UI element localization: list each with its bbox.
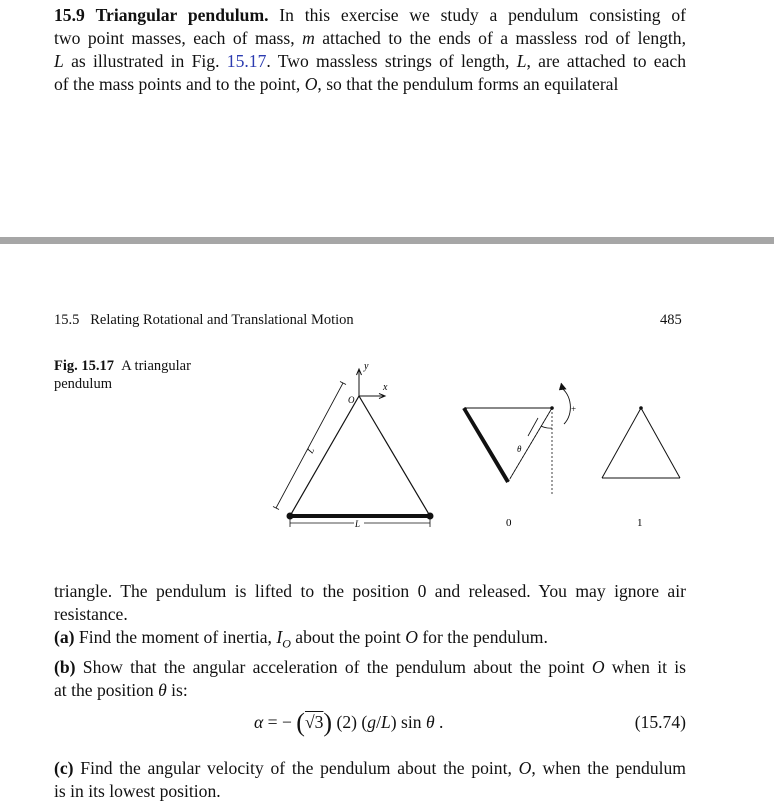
left-string bbox=[290, 396, 359, 516]
point-mass-right bbox=[427, 513, 434, 520]
part-c-text: is in its lowest position. bbox=[54, 780, 221, 801]
exercise-text: , so that the pendulum forms an equilateral bbox=[317, 74, 619, 94]
exercise-line-3 bbox=[54, 50, 686, 73]
part-b-line-2 bbox=[54, 679, 686, 702]
position-0-label: 0 bbox=[506, 517, 512, 529]
math-L: L bbox=[516, 51, 527, 71]
math-paren: ( bbox=[296, 707, 305, 737]
part-b-text: Show that the angular acceleration of the pendulum about the point bbox=[75, 656, 592, 677]
part-a-label: (a) bbox=[54, 627, 75, 647]
side-dimension-tick bbox=[340, 382, 346, 385]
triangle-pendulum-position-0 bbox=[287, 396, 434, 520]
part-c-text: Find the angular velocity of the pendulum about the point, bbox=[73, 757, 519, 778]
figure-caption bbox=[54, 357, 224, 393]
continuation-text: resistance. bbox=[54, 604, 128, 624]
math-O: O bbox=[518, 757, 532, 778]
rotation-arc bbox=[560, 387, 570, 424]
part-a-text: for the pendulum. bbox=[417, 627, 548, 647]
exercise-text: as illustrated in Fig. bbox=[63, 51, 227, 71]
right-string bbox=[359, 396, 430, 516]
math-operator: = − bbox=[263, 711, 297, 732]
exercise-title: Triangular pendulum. bbox=[95, 5, 269, 25]
page-number: 485 bbox=[660, 312, 682, 328]
math-L: L bbox=[54, 51, 64, 71]
side-dimension-line bbox=[276, 383, 343, 508]
figure-caption-text: A triangular pendulum bbox=[54, 358, 191, 392]
math-theta: θ bbox=[158, 679, 167, 700]
part-c-text: , when the pendulum bbox=[531, 757, 686, 778]
part-c-label: (c) bbox=[54, 757, 74, 778]
part-b bbox=[54, 656, 686, 679]
equation-number: (15.74) bbox=[634, 711, 686, 732]
part-b-label: (b) bbox=[54, 656, 76, 677]
theta-arc bbox=[541, 426, 552, 428]
x-axis-label: x bbox=[383, 382, 388, 393]
math-text: (2) ( bbox=[332, 711, 368, 732]
right-string-pos1 bbox=[641, 408, 680, 478]
exercise-text: of the mass points and to the point, bbox=[54, 74, 305, 94]
side-length-label: L bbox=[305, 445, 317, 455]
exercise-text: In this exercise we study a pendulum consisting of bbox=[268, 5, 686, 25]
base-length-label: L bbox=[355, 519, 361, 529]
theta-label: θ bbox=[517, 444, 522, 454]
side-dimension-tick bbox=[273, 507, 279, 510]
left-string-pos1 bbox=[602, 408, 641, 478]
figure-reference-link[interactable]: 15.17 bbox=[226, 51, 267, 71]
part-b-text: at the position bbox=[54, 679, 159, 700]
math-O: O bbox=[405, 627, 418, 647]
part-a bbox=[54, 626, 686, 656]
math-operator: / bbox=[376, 711, 381, 732]
positive-direction-label: + bbox=[571, 404, 577, 414]
running-head: 15.5 Relating Rotational and Translational Motion bbox=[54, 312, 354, 328]
part-b-text: is: bbox=[166, 679, 188, 700]
triangle-pendulum-position-1 bbox=[602, 406, 680, 478]
position-1-label: 1 bbox=[637, 517, 643, 529]
exercise-statement bbox=[54, 4, 686, 96]
continuation-paragraph bbox=[54, 580, 686, 603]
exercise-text: attached to the ends of a massless rod of length, bbox=[314, 28, 686, 48]
exercise-number: 15.9 bbox=[54, 5, 85, 25]
equation-row bbox=[54, 707, 686, 743]
math-O: O bbox=[591, 656, 605, 677]
pivot-point-pos1 bbox=[639, 406, 643, 410]
exercise-text: , are attached to each bbox=[526, 51, 687, 71]
math-text: ) sin bbox=[390, 711, 426, 732]
part-c bbox=[54, 757, 686, 780]
point-mass-left bbox=[287, 513, 294, 520]
diag-string bbox=[508, 408, 552, 482]
exercise-text: . Two massless strings of length, bbox=[266, 51, 517, 71]
figure-caption-label: Fig. 15.17 bbox=[54, 358, 115, 374]
y-axis-label: y bbox=[364, 361, 369, 372]
exercise-text: two point masses, each of mass, bbox=[54, 28, 303, 48]
triangle-pendulum-position-theta bbox=[464, 383, 570, 494]
math-m: m bbox=[302, 28, 315, 48]
math-subscript-O: O bbox=[282, 636, 291, 651]
rotation-arrow-icon bbox=[559, 383, 566, 390]
exercise-line-2 bbox=[54, 27, 686, 50]
pivot-point bbox=[550, 406, 554, 410]
math-paren: ) bbox=[323, 707, 333, 737]
math-text: . bbox=[434, 711, 444, 732]
equation-15-74 bbox=[254, 707, 444, 737]
rotated-rod bbox=[464, 408, 508, 482]
math-g: g bbox=[367, 711, 377, 732]
math-sqrt3: √3 bbox=[304, 711, 324, 732]
page-divider bbox=[0, 237, 774, 244]
part-a-text: Find the moment of inertia, bbox=[74, 627, 277, 647]
pendulum-figure bbox=[270, 356, 700, 546]
math-theta: θ bbox=[425, 711, 435, 732]
math-alpha: α bbox=[254, 711, 264, 732]
rotated-rod-highlight bbox=[467, 409, 510, 480]
part-c-line-2 bbox=[54, 780, 686, 803]
math-I: I bbox=[276, 627, 283, 647]
pivot-label: O bbox=[348, 395, 355, 405]
continuation-text: triangle. The pendulum is lifted to the position 0 and released. You may ignore air bbox=[54, 581, 686, 601]
part-a-text: about the point bbox=[290, 627, 406, 647]
math-O: O bbox=[304, 74, 318, 94]
part-b-text: when it is bbox=[604, 656, 686, 677]
side-dimension bbox=[273, 382, 346, 510]
exercise-line-4 bbox=[54, 73, 686, 96]
math-L: L bbox=[380, 711, 391, 732]
coordinate-axes bbox=[357, 369, 386, 399]
exercise-line-1 bbox=[54, 4, 686, 27]
exercise-continuation bbox=[54, 580, 686, 803]
continuation-paragraph bbox=[54, 603, 686, 626]
